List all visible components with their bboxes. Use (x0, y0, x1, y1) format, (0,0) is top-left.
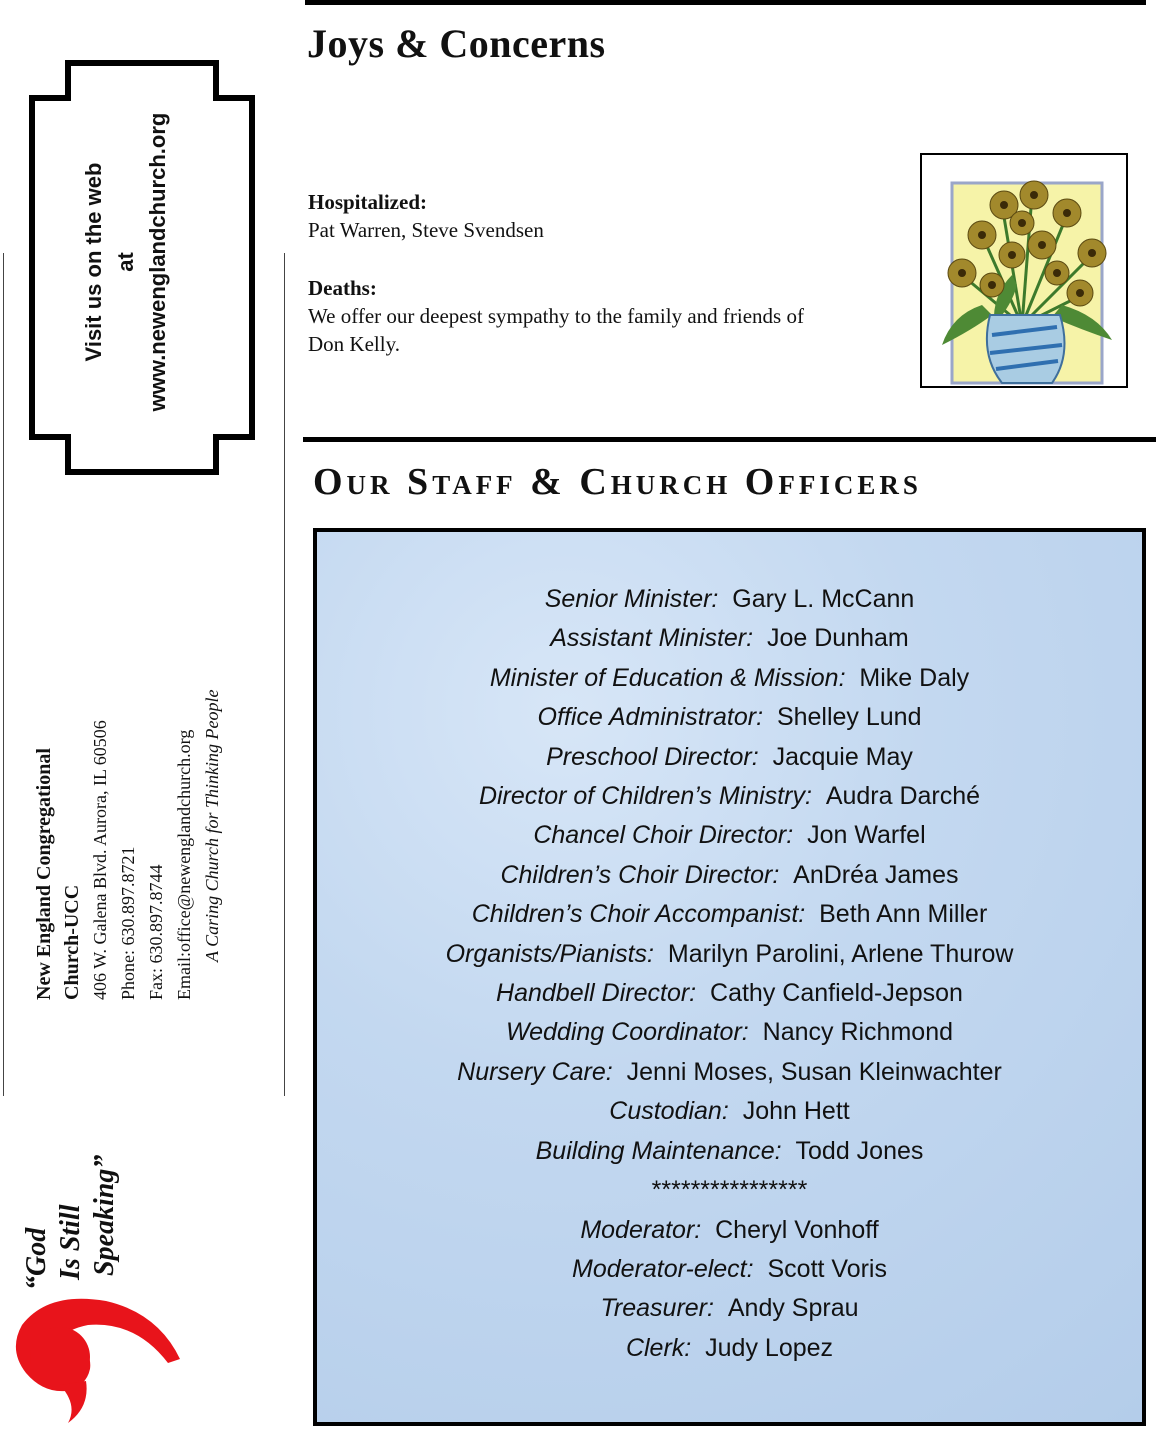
staff-row (317, 816, 1142, 855)
speaking-line1: “God (21, 1227, 52, 1290)
church-address: 406 W. Galena Blvd. Aurora, IL 60506 (90, 720, 110, 1000)
hospitalized-label: Hospitalized: (308, 190, 427, 214)
website-line1: Visit us on the web (81, 162, 106, 362)
staff-name: Cheryl Vonhoff (715, 1215, 879, 1244)
staff-row (317, 580, 1142, 619)
staff-role: Preschool Director: (546, 742, 759, 771)
staff-role: Handbell Director: (496, 979, 697, 1008)
staff-row (317, 974, 1142, 1013)
staff-name: Nancy Richmond (762, 1018, 953, 1047)
church-name-line1: New England Congregational (33, 748, 55, 1000)
staff-name: Shelley Lund (776, 703, 922, 732)
website-line2: at (113, 252, 138, 272)
staff-list (317, 580, 1142, 1368)
staff-name: Gary L. McCann (732, 585, 915, 613)
website-url[interactable]: www.newenglandchurch.org (145, 112, 170, 412)
section-divider (303, 437, 1156, 442)
staff-row (317, 1132, 1142, 1171)
church-phone: Phone: 630.897.8721 (118, 846, 138, 1000)
church-email[interactable]: Email:office@newenglandchurch.org (174, 729, 194, 1000)
staff-role: Office Administrator: (537, 703, 764, 732)
staff-row (317, 619, 1142, 658)
staff-name: John Hett (742, 1097, 850, 1126)
staff-row (317, 1211, 1142, 1250)
deaths-text-line2: Don Kelly. (308, 332, 400, 356)
staff-name: Jenni Moses, Susan Kleinwachter (626, 1057, 1002, 1086)
staff-title: Our Staff & Church Officers (313, 461, 922, 503)
staff-name: Judy Lopez (705, 1333, 834, 1362)
staff-role: Chancel Choir Director: (533, 821, 794, 850)
staff-row (317, 1329, 1142, 1368)
staff-box (313, 528, 1146, 1426)
staff-name: Jacquie May (772, 742, 913, 771)
flower-vase-icon (922, 155, 1126, 386)
deaths-text-line1: We offer our deepest sympathy to the family and friends of (308, 304, 804, 328)
staff-name: AnDréa James (793, 860, 959, 889)
hospitalized-names: Pat Warren, Steve Svendsen (308, 218, 544, 242)
staff-name: Andy Sprau (727, 1294, 859, 1323)
staff-name: Audra Darché (825, 782, 981, 811)
staff-role: Treasurer: (600, 1294, 714, 1323)
flower-vase-image (920, 153, 1128, 388)
staff-role: Assistant Minister: (550, 624, 754, 653)
deaths-section (308, 274, 918, 358)
joys-title: Joys & Concerns (307, 21, 606, 66)
staff-role: Senior Minister: (544, 585, 719, 613)
staff-name: Scott Voris (767, 1254, 887, 1283)
staff-role: Children’s Choir Director: (500, 860, 780, 889)
staff-name: Mike Daly (859, 663, 970, 692)
church-address-block (30, 580, 226, 1000)
website-text (78, 112, 174, 412)
staff-role: Nursery Care: (457, 1057, 613, 1086)
church-fax: Fax: 630.897.8744 (146, 864, 166, 1000)
staff-name: Todd Jones (795, 1136, 924, 1165)
staff-name: Beth Ann Miller (819, 900, 988, 929)
staff-row (317, 698, 1142, 737)
top-rule (305, 0, 1146, 5)
staff-name: Cathy Canfield-Jepson (710, 979, 963, 1008)
sidebar-right-line (284, 253, 285, 1096)
sidebar-left-line (3, 253, 4, 1096)
speaking-line3: Speaking” (89, 1154, 120, 1276)
staff-role: Children’s Choir Accompanist: (471, 900, 806, 929)
staff-row (317, 1289, 1142, 1328)
staff-role: Building Maintenance: (535, 1136, 782, 1165)
staff-role: Wedding Coordinator: (505, 1018, 749, 1047)
staff-row (317, 1053, 1142, 1092)
staff-role: Custodian: (609, 1097, 729, 1126)
church-name-line2: Church-UCC (61, 884, 83, 1000)
church-tagline: A Caring Church for Thinking People (202, 689, 222, 962)
hospitalized-section (308, 188, 908, 244)
staff-role: Moderator: (580, 1215, 702, 1244)
staff-row (317, 738, 1142, 777)
staff-row (317, 895, 1142, 934)
staff-row (317, 856, 1142, 895)
staff-row (317, 935, 1142, 974)
ucc-comma-logo (8, 1295, 188, 1425)
staff-role: Clerk: (625, 1333, 692, 1362)
staff-name: Jon Warfel (807, 821, 926, 850)
staff-row (317, 1250, 1142, 1289)
staff-role: Moderator-elect: (572, 1254, 754, 1283)
staff-row (317, 777, 1142, 816)
staff-row (317, 1092, 1142, 1131)
deaths-label: Deaths: (308, 276, 377, 300)
staff-row (317, 1013, 1142, 1052)
staff-role: Director of Children’s Ministry: (478, 782, 812, 811)
speaking-line2: Is Still (55, 1204, 86, 1280)
god-is-still-speaking (20, 1090, 122, 1290)
staff-separator: **************** (651, 1176, 808, 1205)
staff-role: Organists/Pianists: (445, 939, 654, 968)
staff-row (317, 659, 1142, 698)
staff-role: Minister of Education & Mission: (489, 663, 846, 692)
staff-name: Marilyn Parolini, Arlene Thurow (667, 939, 1014, 968)
staff-name: Joe Dunham (767, 624, 909, 653)
